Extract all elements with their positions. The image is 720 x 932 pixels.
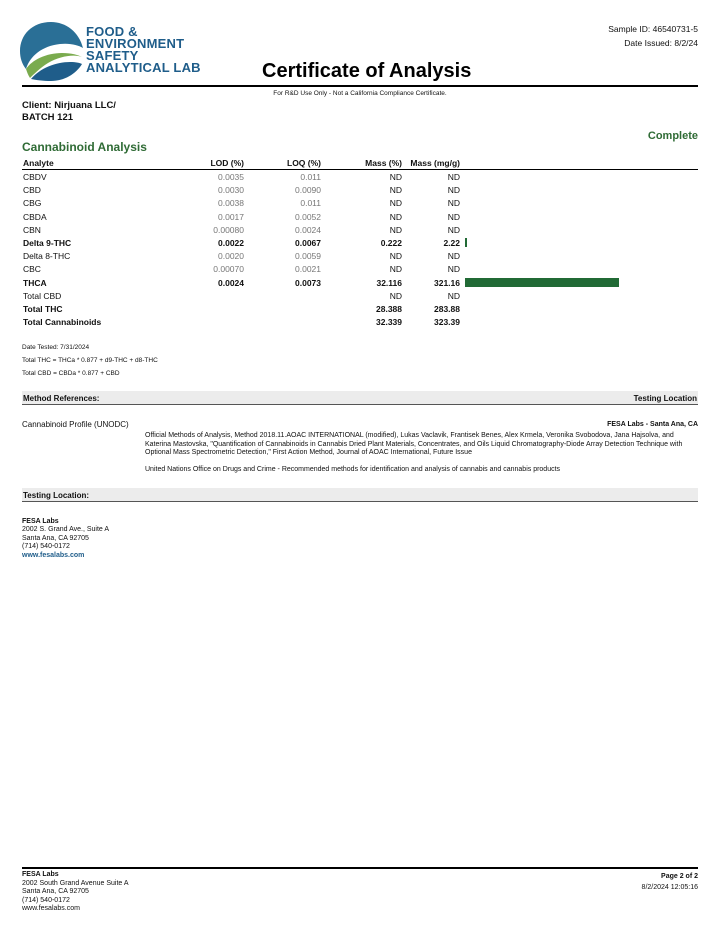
analyte-cell: Delta 8-THC	[23, 251, 71, 262]
lod-cell: 0.0024	[218, 277, 244, 288]
mass-bar	[465, 238, 467, 247]
logo-line: FOOD &	[86, 24, 138, 39]
mass-pct-cell: ND	[389, 172, 402, 182]
testing-location-heading: Testing Location:	[23, 491, 90, 500]
sample-info	[608, 22, 698, 50]
method-references-label: Method References:	[23, 394, 100, 403]
mass-mg-cell: 321.16	[434, 277, 460, 288]
client-batch: BATCH 121	[22, 111, 74, 123]
table-header	[22, 156, 698, 170]
date-issued: Date Issued: 8/2/24	[624, 38, 698, 48]
mass-pct-cell: ND	[389, 264, 402, 275]
lab-phone: (714) 540-0172	[22, 543, 70, 551]
header-lod: LOD (%)	[210, 158, 244, 168]
total-cbd-formula: Total CBD = CBDa * 0.877 + CBD	[22, 370, 120, 377]
mass-pct-cell: 32.339	[376, 317, 402, 328]
status-badge: Complete	[647, 130, 698, 142]
loq-cell: 0.0090	[295, 185, 321, 196]
sample-id: Sample ID: 46540731-5	[608, 24, 698, 34]
logo-line: SAFETY	[86, 48, 139, 63]
analyte-cell: CBN	[23, 224, 41, 235]
mass-pct-cell: ND	[389, 224, 402, 235]
table-row	[22, 196, 698, 209]
header-analyte: Analyte	[23, 158, 54, 168]
loq-cell: 0.0073	[295, 277, 321, 288]
total-thc-formula: Total THC = THCa * 0.877 + d9-THC + d8-THC	[22, 357, 158, 364]
mass-mg-cell: 283.88	[434, 303, 460, 314]
date-tested: Date Tested: 7/31/2024	[22, 344, 90, 351]
lod-cell: 0.0035	[218, 172, 244, 182]
loq-cell: 0.0067	[295, 237, 321, 248]
footer-website: www.fesalabs.com	[22, 905, 80, 912]
analyte-cell: CBD	[23, 185, 41, 196]
table-body	[22, 170, 698, 328]
mass-mg-cell: 323.39	[434, 317, 460, 328]
page-number: Page 2 of 2	[661, 873, 698, 880]
mass-mg-cell: ND	[447, 211, 460, 222]
mass-pct-cell: ND	[389, 251, 402, 262]
lod-cell: 0.0030	[218, 185, 244, 196]
page-subtitle: For R&D Use Only - Not a California Compliance Certificate.	[273, 90, 447, 97]
table-row	[22, 223, 698, 236]
analyte-cell: THCA	[23, 277, 47, 288]
loq-cell: 0.0024	[295, 224, 321, 235]
testing-location-label: Testing Location	[633, 394, 697, 403]
header-mass-pct: Mass (%)	[365, 158, 402, 168]
lod-cell: 0.00080	[213, 224, 244, 235]
footer-lab-name: FESA Labs	[22, 871, 59, 878]
mass-mg-cell: ND	[447, 172, 460, 182]
analyte-cell: Total THC	[23, 303, 63, 314]
mass-mg-cell: ND	[447, 224, 460, 235]
table-row	[22, 315, 698, 328]
table-row	[22, 170, 698, 183]
lod-cell: 0.00070	[213, 264, 244, 275]
lab-address-line2: Santa Ana, CA 92705	[22, 534, 89, 542]
footer-address-line2: Santa Ana, CA 92705	[22, 888, 89, 895]
mass-mg-cell: ND	[447, 290, 460, 301]
footer-timestamp: 8/2/2024 12:05:16	[641, 884, 698, 891]
mass-pct-cell: ND	[389, 211, 402, 222]
method-reference-2: United Nations Office on Drugs and Crime - Recommended methods for identification and analysis of cannabis and cannabis products	[145, 466, 561, 473]
header-loq: LOQ (%)	[287, 158, 321, 168]
table-row	[22, 276, 698, 289]
table-row	[22, 236, 698, 249]
table-row	[22, 262, 698, 275]
table-row	[22, 249, 698, 262]
analyte-cell: CBDA	[23, 211, 47, 222]
page-title: Certificate of Analysis	[262, 60, 472, 82]
table-row	[22, 289, 698, 302]
lod-cell: 0.0020	[218, 251, 244, 262]
mass-pct-cell: 32.116	[376, 277, 402, 288]
method-reference-1: Official Methods of Analysis, Method 2018.11.AOAC INTERNATIONAL (modified), Lukas Vaclavik, Frantisek Benes, Alex Krmela, Veronika Svobodova, Jana Hajsolva, and Katerina Mastovska, "Quantification of Cannabinoids in Cannabis Dried Plant Materials, Concentrates, and Oils Liquid Chromatography-Diode Array Detection Technique with Optional Mass Spectrometric Detection," First Action Method, Journal of AOAC International, Future Issue	[145, 432, 683, 457]
mass-pct-cell: ND	[389, 290, 402, 301]
lod-cell: 0.0022	[218, 237, 244, 248]
loq-cell: 0.0059	[295, 251, 321, 262]
mass-pct-cell: ND	[389, 198, 402, 209]
loq-cell: 0.011	[300, 198, 321, 209]
method-name: Cannabinoid Profile (UNODC)	[22, 420, 129, 429]
mass-pct-cell: 28.388	[376, 303, 402, 314]
mass-mg-cell: ND	[447, 264, 460, 275]
lab-name: FESA Labs	[22, 518, 59, 525]
mass-mg-cell: ND	[447, 198, 460, 209]
mass-mg-cell: ND	[447, 185, 460, 196]
client-name: Client: Nirjuana LLC/	[22, 100, 116, 111]
table-row	[22, 183, 698, 196]
mass-bar	[465, 278, 619, 287]
lab-address-line1: 2002 S. Grand Ave., Suite A	[22, 526, 110, 534]
analyte-cell: CBG	[23, 198, 42, 209]
mass-mg-cell: 2.22	[443, 237, 460, 248]
analyte-cell: Total CBD	[23, 290, 62, 301]
table-row	[22, 302, 698, 315]
footer-divider	[22, 867, 698, 869]
method-references-band	[22, 391, 698, 405]
logo-line: ENVIRONMENT	[86, 36, 185, 51]
analyte-cell: Total Cannabinoids	[23, 317, 102, 328]
title-divider	[22, 85, 698, 87]
lab-logo-text	[86, 26, 201, 74]
mass-pct-cell: 0.222	[380, 237, 402, 248]
lod-cell: 0.0038	[218, 198, 244, 209]
header-mass-mg: Mass (mg/g)	[410, 158, 460, 168]
analyte-cell: CBC	[23, 264, 41, 275]
testing-location-band	[22, 488, 698, 502]
lod-cell: 0.0017	[218, 211, 244, 222]
lab-website-link[interactable]: www.fesalabs.com	[22, 551, 85, 559]
footer-page-info	[642, 871, 698, 893]
client-info	[22, 100, 116, 123]
loq-cell: 0.011	[300, 172, 321, 182]
analyte-cell: Delta 9-THC	[23, 237, 72, 248]
mass-pct-cell: ND	[389, 185, 402, 196]
lab-address	[22, 518, 109, 560]
analyte-cell: CBDV	[23, 172, 47, 182]
cannabinoid-table	[22, 156, 698, 328]
method-location: FESA Labs - Santa Ana, CA	[607, 421, 698, 428]
table-row	[22, 210, 698, 223]
mass-mg-cell: ND	[447, 251, 460, 262]
footer-phone: (714) 540-0172	[22, 896, 70, 904]
loq-cell: 0.0021	[295, 264, 321, 275]
footer-address-line1: 2002 South Grand Avenue Suite A	[22, 879, 129, 887]
loq-cell: 0.0052	[295, 211, 321, 222]
logo-line: ANALYTICAL LAB	[86, 60, 201, 75]
footer-address	[22, 871, 129, 914]
section-title: Cannabinoid Analysis	[22, 140, 147, 154]
